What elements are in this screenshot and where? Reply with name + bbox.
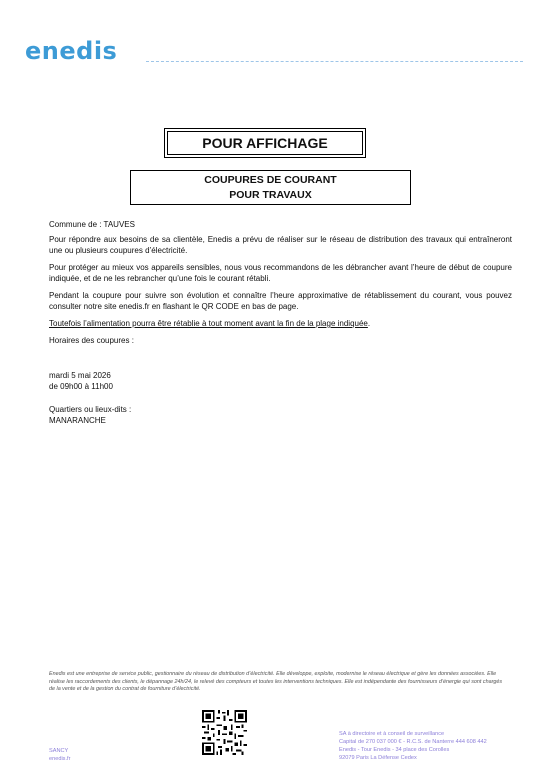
coupures-title-box <box>130 170 411 205</box>
affichage-box <box>164 128 366 158</box>
coupures-title-line2: POUR TRAVAUX <box>229 189 312 201</box>
qr-code-icon[interactable] <box>202 710 247 755</box>
paragraph-besoins: Pour répondre aux besoins de sa clientèle, Enedis a prévu de réaliser sur le réseau de distribution des travaux qui entraîneront une ou plusieurs coupures d’électricité. <box>49 235 512 255</box>
commune-line: Commune de : TAUVES <box>49 220 135 229</box>
notice-underlined: Toutefois l’alimentation pourra être rétablie à tout moment avant la fin de la plage indiquée <box>49 319 368 328</box>
schedule-date: mardi 5 mai 2026 <box>49 371 111 380</box>
footer-right <box>339 730 487 762</box>
logo-text: enedis <box>25 37 118 65</box>
horaires-label: Horaires des coupures : <box>49 336 134 345</box>
schedule-hours: de 09h00 à 11h00 <box>49 382 113 391</box>
footer-company-type: SA à directoire et à conseil de surveillance <box>339 731 445 737</box>
footer-region: SANCY <box>49 748 69 754</box>
footer-left <box>49 747 70 763</box>
paragraph-suivre: Pendant la coupure pour suivre son évolution et connaître l’heure approximative de rétablissement du courant, vous pouvez consulter notre site enedis.fr en flashant le QR CODE en bas de page. <box>49 291 512 311</box>
paragraph-proteger: Pour protéger au mieux vos appareils sensibles, nous vous recommandons de les débrancher avant l’heure de début de coupure indiquée, et de ne les rebrancher qu’une fois le courant rétabli. <box>49 263 512 283</box>
footer-legal-text: Enedis est une entreprise de service public, gestionnaire du réseau de distribution d’électricité. Elle développe, exploite, modernise le réseau électrique et gère les données associées. Elle réalise les raccordements des clients, le dépannage 24h/24, le relevé des compteurs et toutes les interventions techniques. Elle est indépendante des fournisseurs d’énergie qui sont chargés de la vente et de la gestion du contrat de fourniture d’électricité. <box>49 671 503 693</box>
quartier-name: MANARANCHE <box>49 416 106 425</box>
coupures-title-line1: COUPURES DE COURANT <box>204 174 337 186</box>
affichage-title: POUR AFFICHAGE <box>167 131 363 155</box>
header-divider <box>146 61 523 62</box>
notice-line <box>49 319 512 330</box>
footer-address-1: Enedis - Tour Enedis - 34 place des Corolles <box>339 747 450 753</box>
notice-period: . <box>367 319 371 328</box>
quartiers-label: Quartiers ou lieux-dits : <box>49 405 132 414</box>
footer-capital: Capital de 270 037 000 € - R.C.S. de Nanterre 444 608 442 <box>339 739 487 745</box>
footer-website-link[interactable]: enedis.fr <box>49 756 71 762</box>
enedis-logo <box>25 36 117 66</box>
footer-address-2: 92079 Paris La Défense Cedex <box>339 755 417 761</box>
